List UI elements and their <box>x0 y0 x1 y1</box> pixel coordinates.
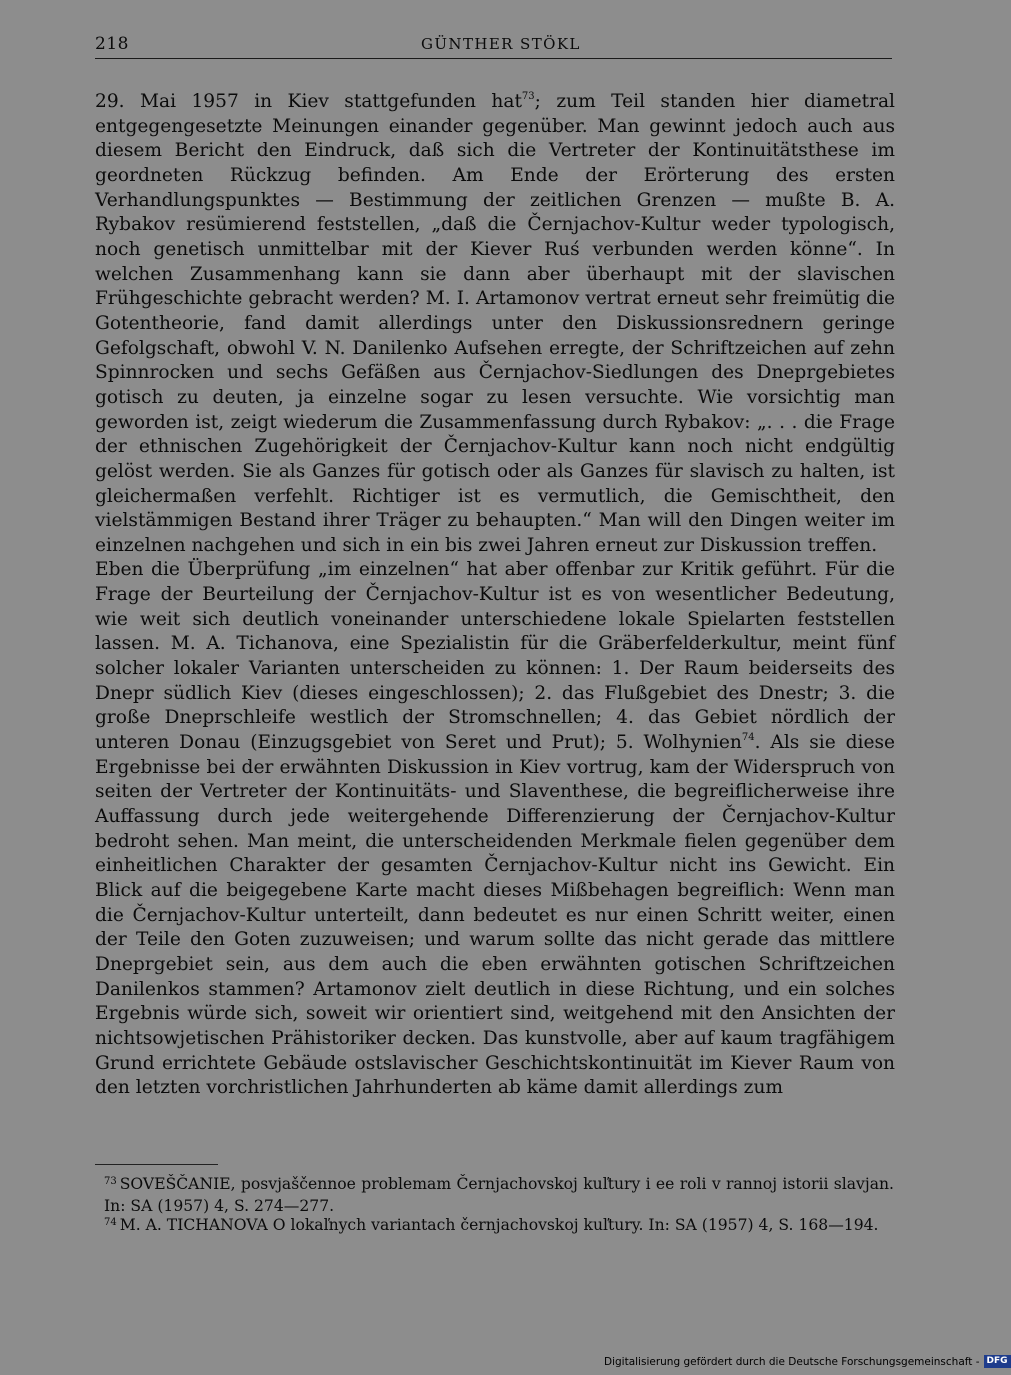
footnote-text: SOVEŠČANIE, posvjaščennoe problemam Černjachovskoj kuľtury i ee roli v rannoj istorii slavjan. In: SA (1957) 4, S. 274—277. <box>104 1175 894 1215</box>
dfg-logo-icon: DFG <box>984 1355 1011 1368</box>
running-title: GÜNTHER STÖKL <box>421 35 581 53</box>
footnote-73 <box>104 1175 894 1216</box>
footnote-text: M. A. TICHANOVA O lokaľnych variantach černjachovskoj kuľtury. In: SA (1957) 4, S. 168—194. <box>119 1216 879 1234</box>
paragraph-1 <box>95 90 895 558</box>
paragraph-1-text-b: ; zum Teil standen hier diametral entgegengesetzte Meinungen einander gegenüber. Man gewinnt jedoch auch aus diesem Bericht den Eindruck, daß sich die Vertreter der Kontinuitätsthese im geordneten Rückzug befinden. Am Ende der Erörterung des ersten Verhandlungspunktes — Bestimmung der zeitlichen Grenzen — mußte B. A. Rybakov resümierend feststellen, „daß die Černjachov-Kultur weder typologisch, noch genetisch unmittelbar mit der Kiever Ruś verbunden werden könne“. In welchen Zusammenhang kann sie dann aber überhaupt mit der slavischen Frühgeschichte gebracht werden? M. I. Artamonov vertrat erneut sehr freimütig die Gotentheorie, fand damit allerdings unter den Diskussionsrednern geringe Gefolgschaft, obwohl V. N. Danilenko Aufsehen erregte, der Schriftzeichen auf zehn Spinnrocken und sechs Gefäßen aus Černjachov-Siedlungen des Dneprgebietes gotisch zu deuten, ja einzelne sogar zu lesen versuchte. Wie vorsichtig man geworden ist, zeigt wiederum die Zusammenfassung durch Rybakov: „. . . die Frage der ethnischen Zugehörigkeit der Černjachov-Kultur kann noch nicht endgültig gelöst werden. Sie als Ganzes für gotisch oder als Ganzes für slavisch zu halten, ist gleichermaßen verfehlt. Richtiger ist es vermutlich, die Gemischtheit, den vielstämmigen Bestand ihrer Träger zu behaupten.“ Man will den Dingen weiter im einzelnen nachgehen und sich in ein bis zwei Jahren erneut zur Diskussion treffen. <box>95 91 895 556</box>
credit-text: Digitalisierung gefördert durch die Deutsche Forschungsgemeinschaft - <box>604 1355 980 1368</box>
footnotes <box>104 1175 894 1238</box>
footnote-ref-74[interactable]: 74 <box>741 731 755 743</box>
footnote-mark: 73 <box>104 1176 117 1187</box>
footnote-divider <box>95 1164 218 1165</box>
page-number: 218 <box>95 34 129 54</box>
paragraph-1-text-a: 29. Mai 1957 in Kiev stattgefunden hat <box>95 91 522 112</box>
paragraph-2 <box>95 558 895 1100</box>
digitization-credit <box>604 1355 1011 1368</box>
footnote-74 <box>104 1216 894 1238</box>
running-head <box>95 34 892 59</box>
footnote-mark: 74 <box>104 1217 117 1228</box>
paragraph-2-text-b: . Als sie diese Ergebnisse bei der erwähnten Diskussion in Kiev vortrug, kam der Widerspruch von seiten der Vertreter der Kontinuitäts- und Slaventhese, die begreiflicherweise ihre Auffassung durch jede weitergehende Differenzierung der Černjachov-Kultur bedroht sehen. Man meint, die unterscheidenden Merkmale fielen gegenüber dem einheitlichen Charakter der gesamten Černjachov-Kultur nicht ins Gewicht. Ein Blick auf die beigegebene Karte macht dieses Mißbehagen begreiflich: Wenn man die Černjachov-Kultur unterteilt, dann bedeutet es nur einen Schritt weiter, einen der Teile den Goten zuzuweisen; und warum sollte das nicht gerade das mittlere Dneprgebiet sein, aus dem auch die eben erwähnten gotischen Schriftzeichen Danilenkos stammen? Artamonov zielt deutlich in diese Richtung, und ein solches Ergebnis würde sich, soweit wir orientiert sind, weitgehend mit den Ansichten der nichtsowjetischen Prähistoriker decken. Das kunstvolle, aber auf kaum tragfähigem Grund errichtete Gebäude ostslavischer Geschichtskontinuität im Kiever Raum von den letzten vorchristlichen Jahrhunderten ab käme damit allerdings zum <box>95 732 895 1099</box>
body-text <box>95 90 895 1101</box>
paragraph-2-text-a: Eben die Überprüfung „im einzelnen“ hat aber offenbar zur Kritik geführt. Für die Frage der Beurteilung der Černjachov-Kultur ist es von wesentlicher Bedeutung, wie weit sich deutlich voneinander unterschiedene lokale Spielarten feststellen lassen. M. A. Tichanova, eine Spezialistin für die Gräberfelderkultur, meint fünf solcher lokaler Varianten unterscheiden zu können: 1. Der Raum beiderseits des Dnepr südlich Kiev (dieses eingeschlossen); 2. das Flußgebiet des Dnestr; 3. die große Dneprschleife westlich der Stromschnellen; 4. das Gebiet nördlich der unteren Donau (Einzugsgebiet von Seret und Prut); 5. Wolhynien <box>95 559 895 754</box>
footnote-ref-73[interactable]: 73 <box>521 90 535 102</box>
